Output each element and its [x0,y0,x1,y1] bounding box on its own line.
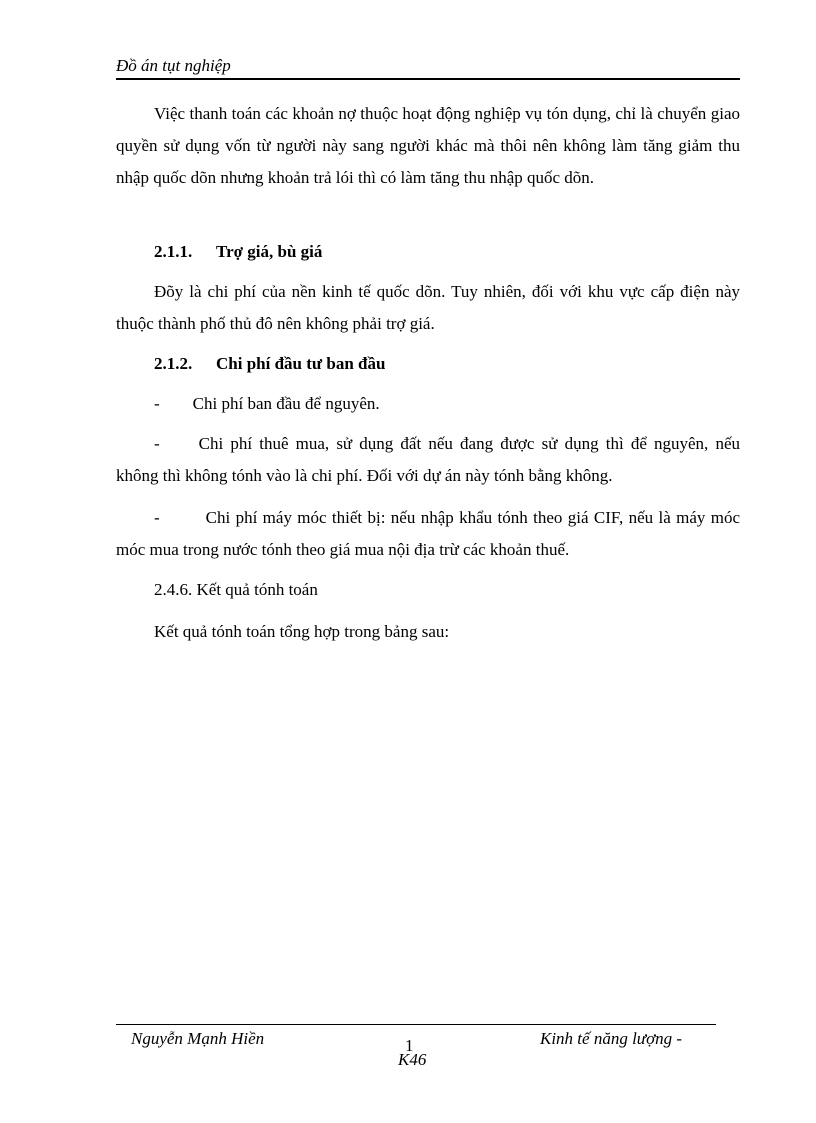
list-item-text: Chi phí thuê mua, sử dụng đất nếu đang được sử dụng thì để nguyên, nếu không thì không tónh vào là chi phí. Đối với dự án này tónh bằng không. [116,434,740,485]
heading-subsidy-number: 2.1.1. [154,242,193,261]
list-dash: - [154,434,160,453]
list-item-land-cost [116,428,740,492]
section-results-intro: Kết quả tónh toán tổng hợp trong bảng sau: [154,622,450,641]
heading-subsidy [154,240,322,264]
header-title: Đồ án tụt nghiệp [116,56,231,75]
section-results-title: 2.4.6. Kết quả tónh toán [154,580,318,599]
list-dash: - [154,394,160,413]
footer-rule [116,1024,716,1025]
page-header [116,52,740,80]
page-number: 1 [405,1036,414,1055]
list-item-equipment-cost [116,502,740,566]
list-item-text: Chi phí máy móc thiết bị: nếu nhập khẩu tónh theo giá CIF, nếu là máy móc móc mua trong nước tónh theo giá mua nội địa trừ các khoản thuế. [116,508,740,559]
heading-initial-investment [154,352,385,376]
footer-department-cont: K46 [398,1050,427,1069]
heading-initial-investment-number: 2.1.2. [154,354,193,373]
list-item-text: Chi phí ban đầu để nguyên. [192,394,380,413]
list-dash: - [154,508,160,527]
footer-author: Nguyễn Mạnh Hiền [131,1029,265,1048]
heading-initial-investment-title: Chi phí đầu tư ban đầu [216,354,386,373]
paragraph-subsidy: Đõy là chi phí của nền kinh tế quốc dõn. Tuy nhiên, đối với khu vực cấp điện này thuộc thành phố thủ đô nên không phải trợ giá. [116,282,740,333]
paragraph-payment: Việc thanh toán các khoản nợ thuộc hoạt động nghiệp vụ tón dụng, chỉ là chuyển giao quyền sử dụng vốn từ người này sang người khác mà thôi nên không làm tăng giảm thu nhập quốc dõn nhưng khoản trả lói thì có làm tăng thu nhập quốc dõn. [116,104,740,187]
list-item-initial-cost [116,388,740,420]
footer-department: Kinh tế năng lượng - [540,1029,683,1048]
heading-subsidy-title: Trợ giá, bù giá [216,242,323,261]
